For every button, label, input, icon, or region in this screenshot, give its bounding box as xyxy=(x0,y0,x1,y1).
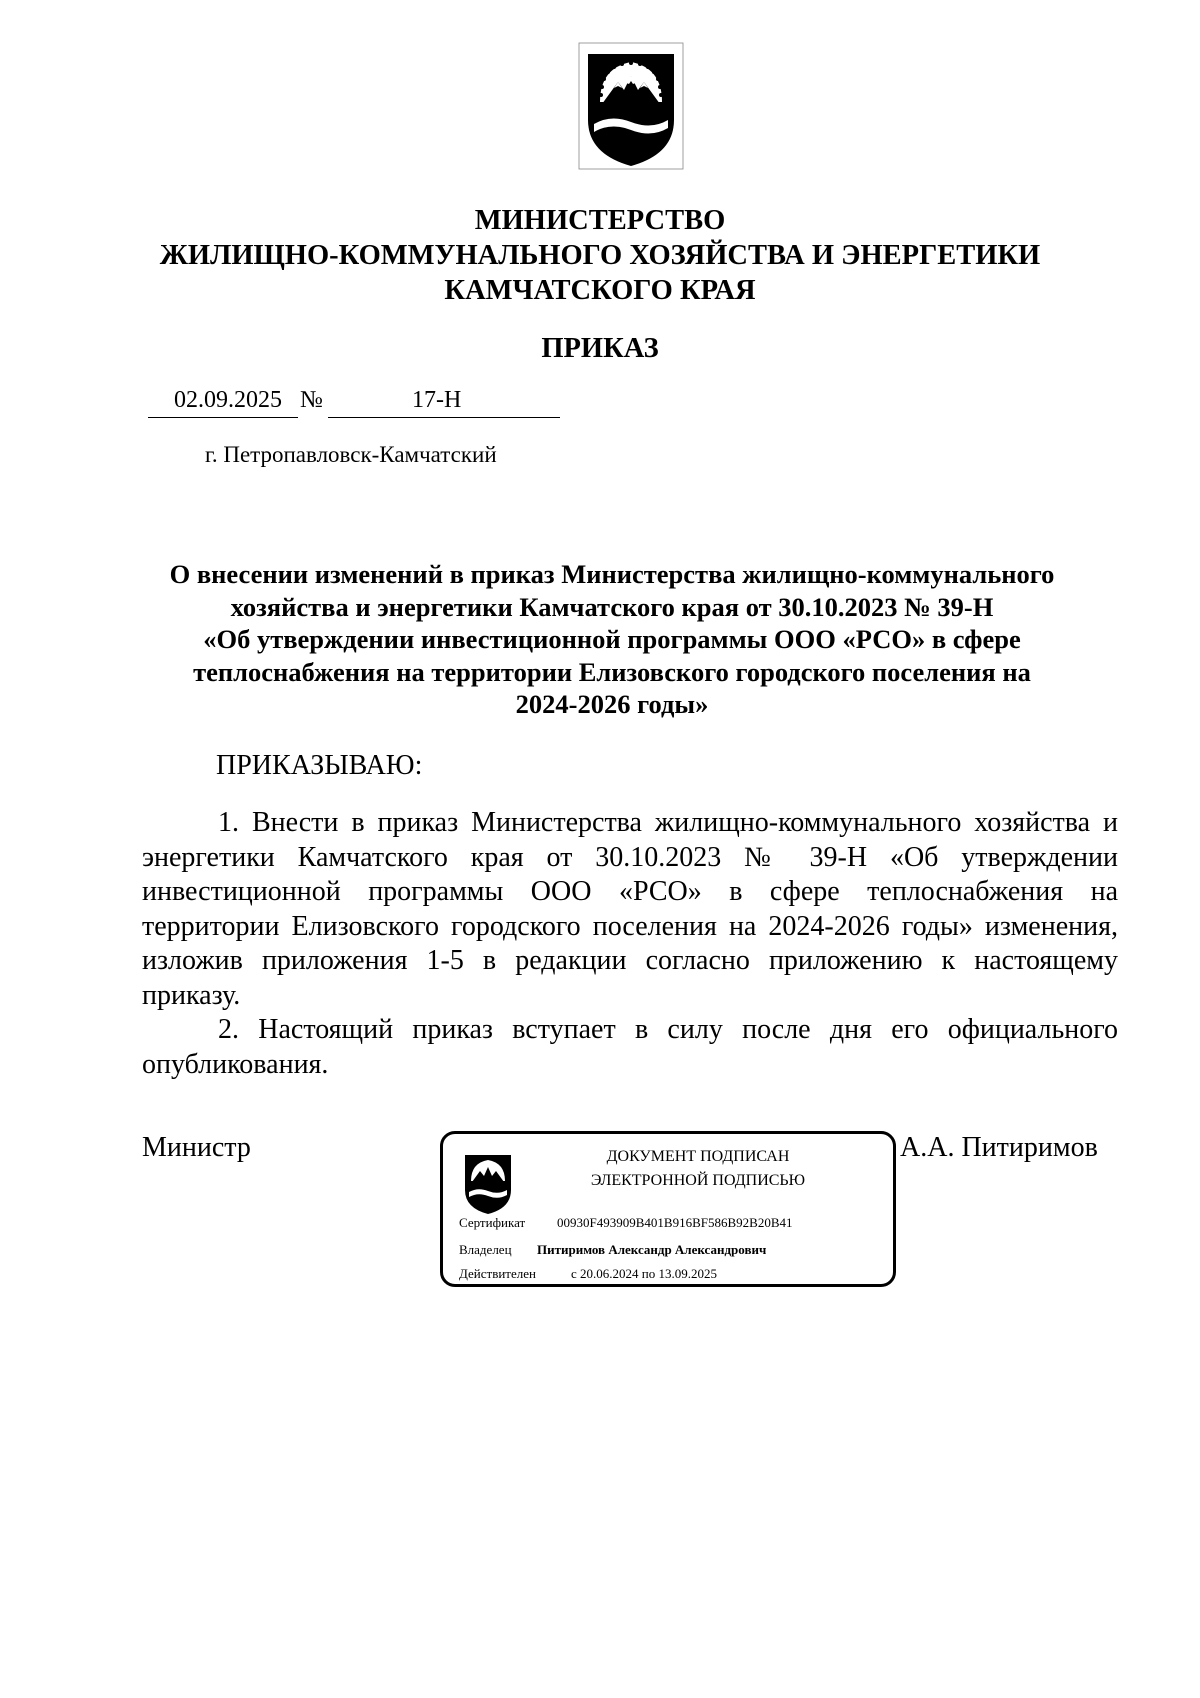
order-title: ПРИКАЗ xyxy=(541,333,659,364)
stamp-heading-2: ЭЛЕКТРОННОЙ ПОДПИСЬЮ xyxy=(590,1172,806,1189)
paragraph-2: 2. Настоящий приказ вступает в силу после дня его официального опубликования. xyxy=(142,1014,1118,1080)
city: г. Петропавловск-Камчатский xyxy=(205,442,497,467)
signatory-name: А.А. Питиримов xyxy=(900,1132,1098,1163)
stamp-valid-value: с 20.06.2024 по 13.09.2025 xyxy=(571,1266,717,1281)
stamp-cert-value: 00930F493909B401B916BF586B92B20B41 xyxy=(557,1215,793,1230)
header-line-3: КАМЧАТСКОГО КРАЯ xyxy=(444,275,756,306)
subject-line-1: О внесении изменений в приказ Министерства жилищно-коммунального xyxy=(169,559,1055,589)
orders-word: ПРИКАЗЫВАЮ: xyxy=(216,750,423,781)
stamp-owner-label: Владелец xyxy=(459,1242,512,1257)
stamp-owner-value: Питиримов Александр Александрович xyxy=(537,1242,767,1257)
stamp-certificate-row xyxy=(459,1215,793,1231)
order-body xyxy=(142,806,1118,1082)
order-date: 02.09.2025 xyxy=(174,387,282,413)
subject-line-3: «Об утверждении инвестиционной программы ООО «РСО» в сфере xyxy=(203,624,1021,654)
number-sign: № xyxy=(300,387,323,413)
subject-line-2: хозяйства и энергетики Камчатского края от 30.10.2023 № 39-Н xyxy=(230,591,994,622)
order-subject xyxy=(140,558,1084,721)
stamp-owner-row xyxy=(459,1242,767,1258)
electronic-signature-stamp xyxy=(440,1131,896,1287)
header-line-1: МИНИСТЕРСТВО xyxy=(474,205,726,236)
stamp-cert-label: Сертификат xyxy=(459,1215,526,1230)
stamp-coat-of-arms-icon xyxy=(461,1150,515,1216)
ministry-header xyxy=(0,203,1200,308)
subject-line-5: 2024-2026 годы» xyxy=(515,689,709,719)
stamp-valid-label: Действителен xyxy=(459,1266,536,1281)
header-line-2: ЖИЛИЩНО-КОММУНАЛЬНОГО ХОЗЯЙСТВА И ЭНЕРГЕТИКИ xyxy=(159,240,1041,271)
stamp-validity-row xyxy=(459,1266,717,1282)
signatory-position: Министр xyxy=(142,1132,251,1163)
order-date-number-line xyxy=(148,387,568,421)
date-underline xyxy=(148,417,298,418)
number-underline xyxy=(328,417,560,418)
stamp-heading-1: ДОКУМЕНТ ПОДПИСАН xyxy=(606,1148,790,1165)
paragraph-1: 1. Внести в приказ Министерства жилищно-коммунального хозяйства и энергетики Камчатского края от 30.10.2023 № 39-Н «Об утверждении инвестиционной программы ООО «РСО» в сфере теплоснабжения на территории Елизовского городского поселения на 2024-2026 годы» изменения, изложив приложения 1-5 в редакции согласно приложению к настоящему приказу. xyxy=(142,807,1118,1011)
subject-line-4: теплоснабжения на территории Елизовского городского поселения на xyxy=(193,656,1031,687)
coat-of-arms-icon xyxy=(578,42,684,170)
order-number: 17-Н xyxy=(412,387,462,413)
